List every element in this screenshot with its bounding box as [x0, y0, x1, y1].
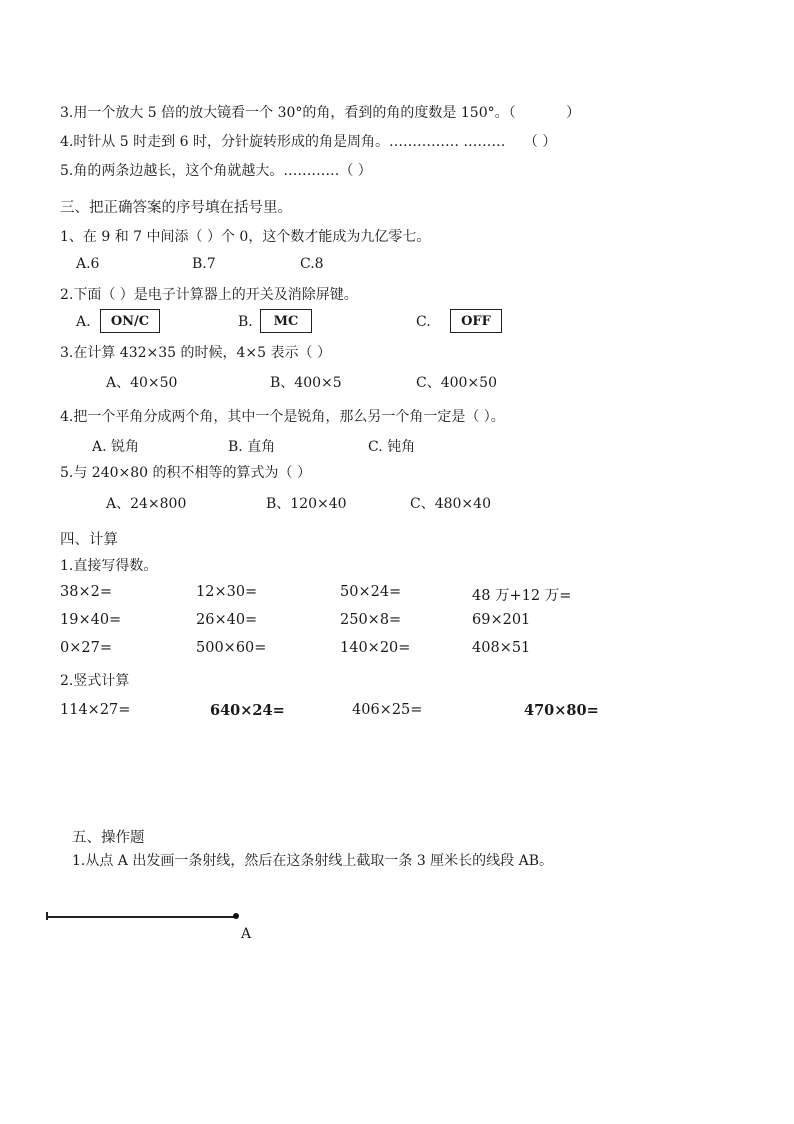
ray-line — [46, 916, 236, 918]
calc-r1-c2: 12×30= — [196, 584, 258, 600]
option-a[interactable]: A.6 — [76, 256, 100, 272]
vertical-calc-2: 640×24= — [210, 702, 285, 719]
calc-r2-c1: 19×40= — [60, 612, 122, 628]
option-b-label: B. — [238, 314, 253, 330]
vertical-calc-3: 406×25= — [352, 702, 423, 718]
calc-r3-c2: 500×60= — [196, 640, 267, 656]
calculator-key-mc[interactable]: MC — [260, 309, 312, 333]
calc-r1-c1: 38×2= — [60, 584, 112, 600]
judge-item-4: 4.时针从 5 时走到 6 时，分针旋转形成的角是周角。…………… ……… （ ） — [60, 134, 557, 150]
calc-r2-c2: 26×40= — [196, 612, 258, 628]
option-c[interactable]: C.8 — [300, 256, 324, 272]
option-c[interactable]: C、480×40 — [410, 496, 491, 512]
option-a[interactable]: A、40×50 — [106, 375, 178, 391]
choice-question-3: 3.在计算 432×35 的时候，4×5 表示（ ） — [60, 345, 331, 361]
calc-r1-c3: 50×24= — [340, 584, 402, 600]
section-title-5: 五、操作题 — [72, 830, 145, 846]
calc-r3-c4: 408×51 — [472, 640, 531, 656]
vertical-calc-4: 470×80= — [524, 702, 599, 719]
choice-question-1: 1、在 9 和 7 中间添（ ）个 0，这个数才能成为九亿零七。 — [60, 229, 431, 245]
calc-r1-c4: 48 万+12 万= — [472, 588, 572, 604]
option-b[interactable]: B、120×40 — [266, 496, 347, 512]
vertical-calc-1: 114×27= — [60, 702, 131, 718]
option-a[interactable]: A、24×800 — [106, 496, 187, 512]
calc-r3-c3: 140×20= — [340, 640, 411, 656]
calc-r3-c1: 0×27= — [60, 640, 112, 656]
option-c-label: C. — [416, 314, 431, 330]
option-a-label: A. — [76, 314, 91, 330]
choice-question-5: 5.与 240×80 的积不相等的算式为（ ） — [60, 465, 311, 481]
option-a[interactable]: A. 锐角 — [92, 439, 140, 455]
point-a-dot — [233, 913, 239, 919]
option-b[interactable]: B.7 — [192, 256, 216, 272]
option-b[interactable]: B、400×5 — [270, 375, 342, 391]
option-c[interactable]: C. 钝角 — [368, 439, 416, 455]
section-title-4: 四、计算 — [60, 532, 118, 548]
answer-paren[interactable]: ） — [566, 105, 581, 121]
judge-item-3: 3.用一个放大 5 倍的放大镜看一个 30°的角，看到的角的度数是 150°。（ ） — [60, 105, 581, 121]
choice-question-2: 2.下面（ ）是电子计算器上的开关及消除屏键。 — [60, 287, 358, 303]
option-c[interactable]: C、400×50 — [416, 375, 497, 391]
option-b[interactable]: B. 直角 — [228, 439, 276, 455]
calculator-key-on-c[interactable]: ON/C — [100, 309, 160, 333]
point-a-label: A — [241, 926, 252, 942]
calculator-key-off[interactable]: OFF — [450, 309, 502, 333]
calc-r2-c3: 250×8= — [340, 612, 402, 628]
subtitle-vertical-calc: 2.竖式计算 — [60, 673, 130, 689]
answer-paren[interactable]: （ ） — [523, 134, 557, 150]
operation-question-1: 1.从点 A 出发画一条射线，然后在这条射线上截取一条 3 厘米长的线段 AB。 — [72, 853, 554, 869]
section-title-3: 三、把正确答案的序号填在括号里。 — [60, 200, 292, 216]
calc-r2-c4: 69×201 — [472, 612, 531, 628]
judge-item-5: 5.角的两条边越长，这个角就越大。…………（ ） — [60, 163, 372, 179]
subtitle-direct-answers: 1.直接写得数。 — [60, 558, 158, 574]
choice-question-4: 4.把一个平角分成两个角，其中一个是锐角，那么另一个角一定是（ ）。 — [60, 409, 505, 425]
